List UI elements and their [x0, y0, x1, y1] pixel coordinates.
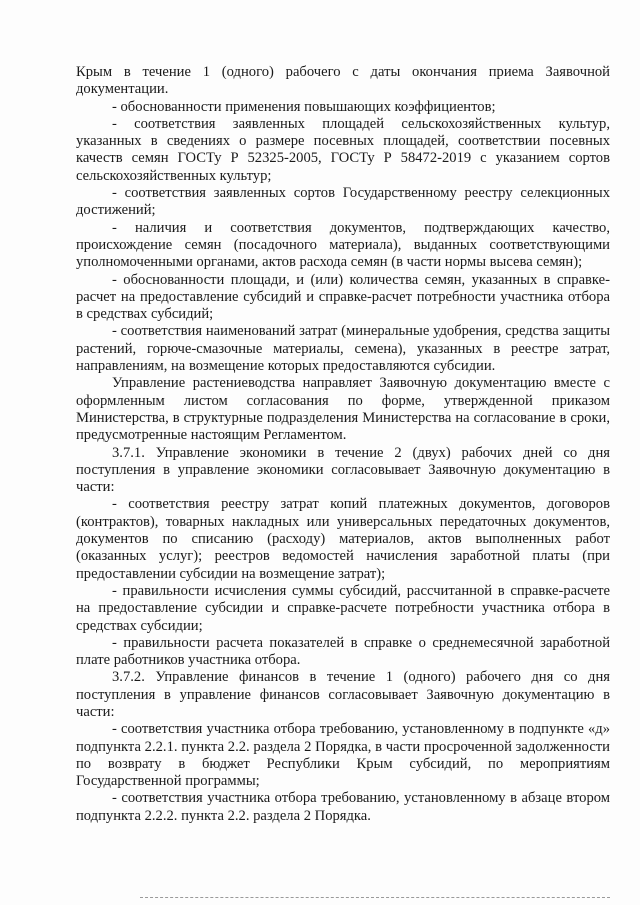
paragraph: - соответствия заявленных площадей сельскохозяйственных культур, указанных в сведениях о размере посевных площадей, соответствии посевных качеств семян ГОСТу Р 52325-2005, ГОСТу Р 58472-2019 с указанием сортов сельскохозяйственных культур;: [76, 115, 610, 184]
paragraph: - соответствия заявленных сортов Государственному реестру селекционных достижений;: [76, 185, 610, 219]
paragraph: - соответствия участника отбора требованию, установленному в подпункте «д» подпункта 2.2.1. пункта 2.2. раздела 2 Порядка, в части просроченной задолженности по возврату в бюджет Республики Крым субсидий, по мероприятиям Государственной программы;: [76, 721, 610, 790]
paragraph: - правильности расчета показателей в справке о среднемесячной заработной плате работников участника отбора.: [76, 634, 610, 669]
document-body: [76, 64, 610, 825]
paragraph: - наличия и соответствия документов, подтверждающих качество, происхождение семян (посадочного материала), выданных соответствующими уполномоченными органами, актов расхода семян (в части нормы высева семян);: [76, 219, 610, 271]
paragraph: - соответствия наименований затрат (минеральные удобрения, средства защиты растений, горюче-смазочные материалы, семена), указанных в реестре затрат, направлениям, на возмещение которых предоставляются субсидии.: [76, 323, 610, 375]
paragraph: 3.7.1. Управление экономики в течение 2 (двух) рабочих дней со дня поступления в управление экономики согласовывает Заявочную документацию в части:: [76, 444, 610, 496]
scan-footer-rule: [140, 897, 610, 898]
paragraph: - соответствия участника отбора требованию, установленному в абзаце втором подпункта 2.2.2. пункта 2.2. раздела 2 Порядка.: [76, 790, 610, 824]
paragraph: - правильности исчисления суммы субсидий, рассчитанной в справке-расчете на предоставление субсидии и справке-расчете потребности участника отбора в средствах субсидии;: [76, 582, 610, 634]
paragraph: 3.7.2. Управление финансов в течение 1 (одного) рабочего дня со дня поступления в управление финансов согласовывает Заявочную документацию в части:: [76, 669, 610, 720]
paragraph: Крым в течение 1 (одного) рабочего с даты окончания приема Заявочной документации.: [76, 64, 610, 98]
paragraph: Управление растениеводства направляет Заявочную документацию вместе с оформленным листом согласования по форме, утвержденной приказом Министерства, в структурные подразделения Министерства на согласование в сроки, предусмотренные настоящим Регламентом.: [76, 375, 610, 444]
paragraph: - обоснованности применения повышающих коэффициентов;: [112, 98, 496, 115]
paragraph: - обоснованности площади, и (или) количества семян, указанных в справке-расчет на предоставление субсидий и справке-расчет потребности участника отбора в средствах субсидий;: [76, 271, 610, 323]
paragraph: - соответствия реестру затрат копий платежных документов, договоров (контрактов), товарных накладных или универсальных передаточных документов, документов по списанию (расходу) материалов, актов выполненных работ (оказанных услуг); реестров ведомостей начисления заработной платы (при предоставлении субсидии на возмещение затрат);: [76, 496, 610, 582]
